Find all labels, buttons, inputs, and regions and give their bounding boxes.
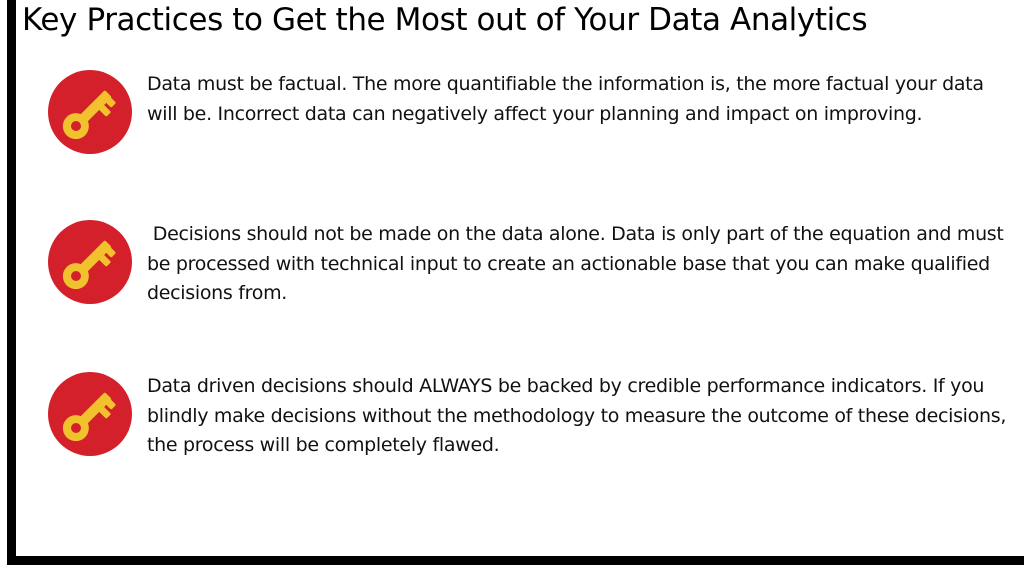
key-badge-2: [48, 220, 132, 304]
frame-left-border: [7, 0, 16, 564]
practice-text-2: Decisions should not be made on the data alone. Data is only part of the equation and must be processed with technical input to create an actionable base that you can make qualified decisions from.: [147, 223, 1010, 304]
practice-text-3: Data driven decisions should ALWAYS be backed by credible performance indicators. If you blindly make decisions without the methodology to measure the outcome of these decisions, the process will be completely flawed.: [147, 375, 1012, 456]
practice-text-1: Data must be factual. The more quantifiable the information is, the more factual your data will be. Incorrect data can negatively affect your planning and impact on improving.: [147, 73, 990, 125]
page-title: Key Practices to Get the Most out of Your Data Analytics: [22, 2, 868, 38]
key-icon: [48, 372, 132, 456]
key-icon: [48, 70, 132, 154]
key-badge-3: [48, 372, 132, 456]
key-badge-1: [48, 70, 132, 154]
key-icon: [48, 220, 132, 304]
frame-bottom-border: [7, 556, 1024, 565]
